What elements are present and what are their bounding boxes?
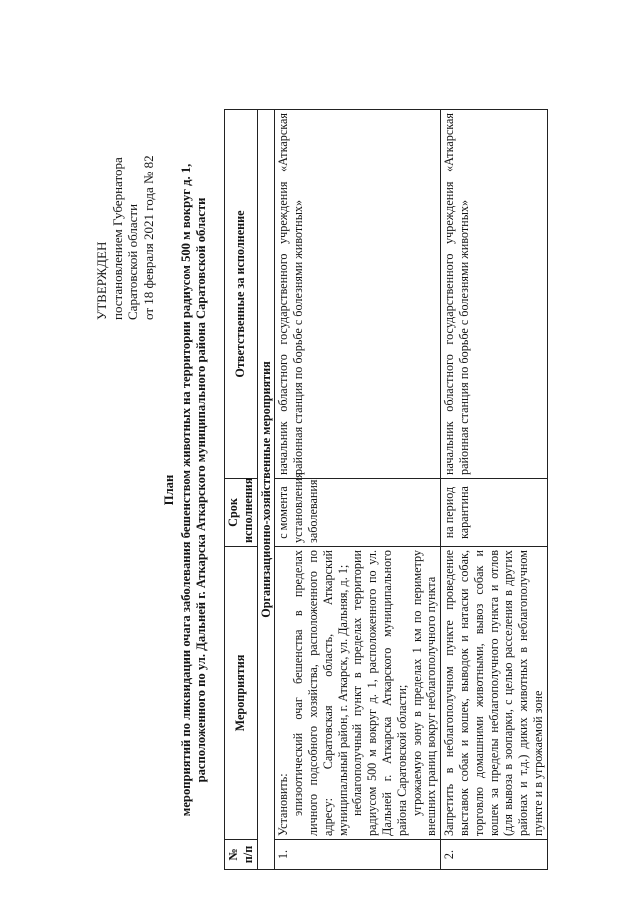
section-title: Организационно-хозяйственные мероприятия (257, 110, 275, 870)
approval-stamp (94, 30, 156, 320)
activity-paragraph: угрожаемую зону в пределах 1 км по периметру внешних границ вокруг неблагополучного пункта (409, 550, 439, 836)
table-row (441, 110, 548, 870)
row-term: на период карантина (441, 479, 548, 547)
activity-paragraph: неблагополучный пункт в пределах территории радиусом 500 м вокруг д. 1, расположенного по ул. Дальней г. Аткарска Аткарского муниципального района Саратовской области; (350, 550, 409, 836)
plan-subtitle-line2: расположенного по ул. Дальней г. Аткарска Аткарского муниципального района Саратовской области (194, 197, 208, 783)
table-row (275, 110, 441, 870)
approval-region: Саратовской области (125, 203, 140, 320)
header-term: Срок исполнения (225, 479, 258, 547)
approval-title: УТВЕРЖДЕН (94, 241, 109, 320)
row-num: 2. (441, 840, 548, 870)
section-row (257, 110, 275, 870)
plan-table (224, 109, 548, 870)
header-num: № п/п (225, 840, 258, 870)
activity-intro: Установить: (276, 773, 291, 836)
row-responsible: начальник областного государственного учреждения «Аткарская районная станция по борьбе с болезнями животных» (441, 110, 548, 479)
row-activity: Запретить в неблагополучном пункте проведение выставок собак и кошек, выводок и натаски собак, торговлю домашними животными, вывоз собак и кошек за пределы неблагополучного пункта и отлов (для вывоза в зоопарки, с целью расселения в других районах и т.д.) диких животных в неблагополучном пункте и в угрожаемой зоне (441, 547, 548, 840)
activity-paragraph: эпизоотический очаг бешенства в пределах личного подсобного хозяйства, расположенного по адресу: Саратовская область, Аткарский муниципальный район, г. Аткарск, ул. Дальняя, д. 1; (291, 550, 350, 836)
table-header-row (225, 110, 258, 870)
plan-subtitle-line1: мероприятий по ликвидации очага заболевания бешенством животных на территории радиусом 500 м вокруг д. 1, (179, 163, 193, 817)
approval-date: от 18 февраля 2021 года № 82 (140, 155, 156, 320)
approval-by: постановлением Губернатора (109, 157, 125, 320)
header-activity: Мероприятия (225, 547, 258, 840)
row-term: с момента установления заболевания (275, 479, 441, 547)
row-activity (275, 547, 441, 840)
row-responsible: начальник областного государственного учреждения «Аткарская районная станция по борьбе с болезнями животных» (275, 110, 441, 479)
plan-title: План (162, 474, 176, 506)
header-responsible: Ответственные за исполнение (225, 110, 258, 479)
row-num: 1. (275, 840, 441, 870)
